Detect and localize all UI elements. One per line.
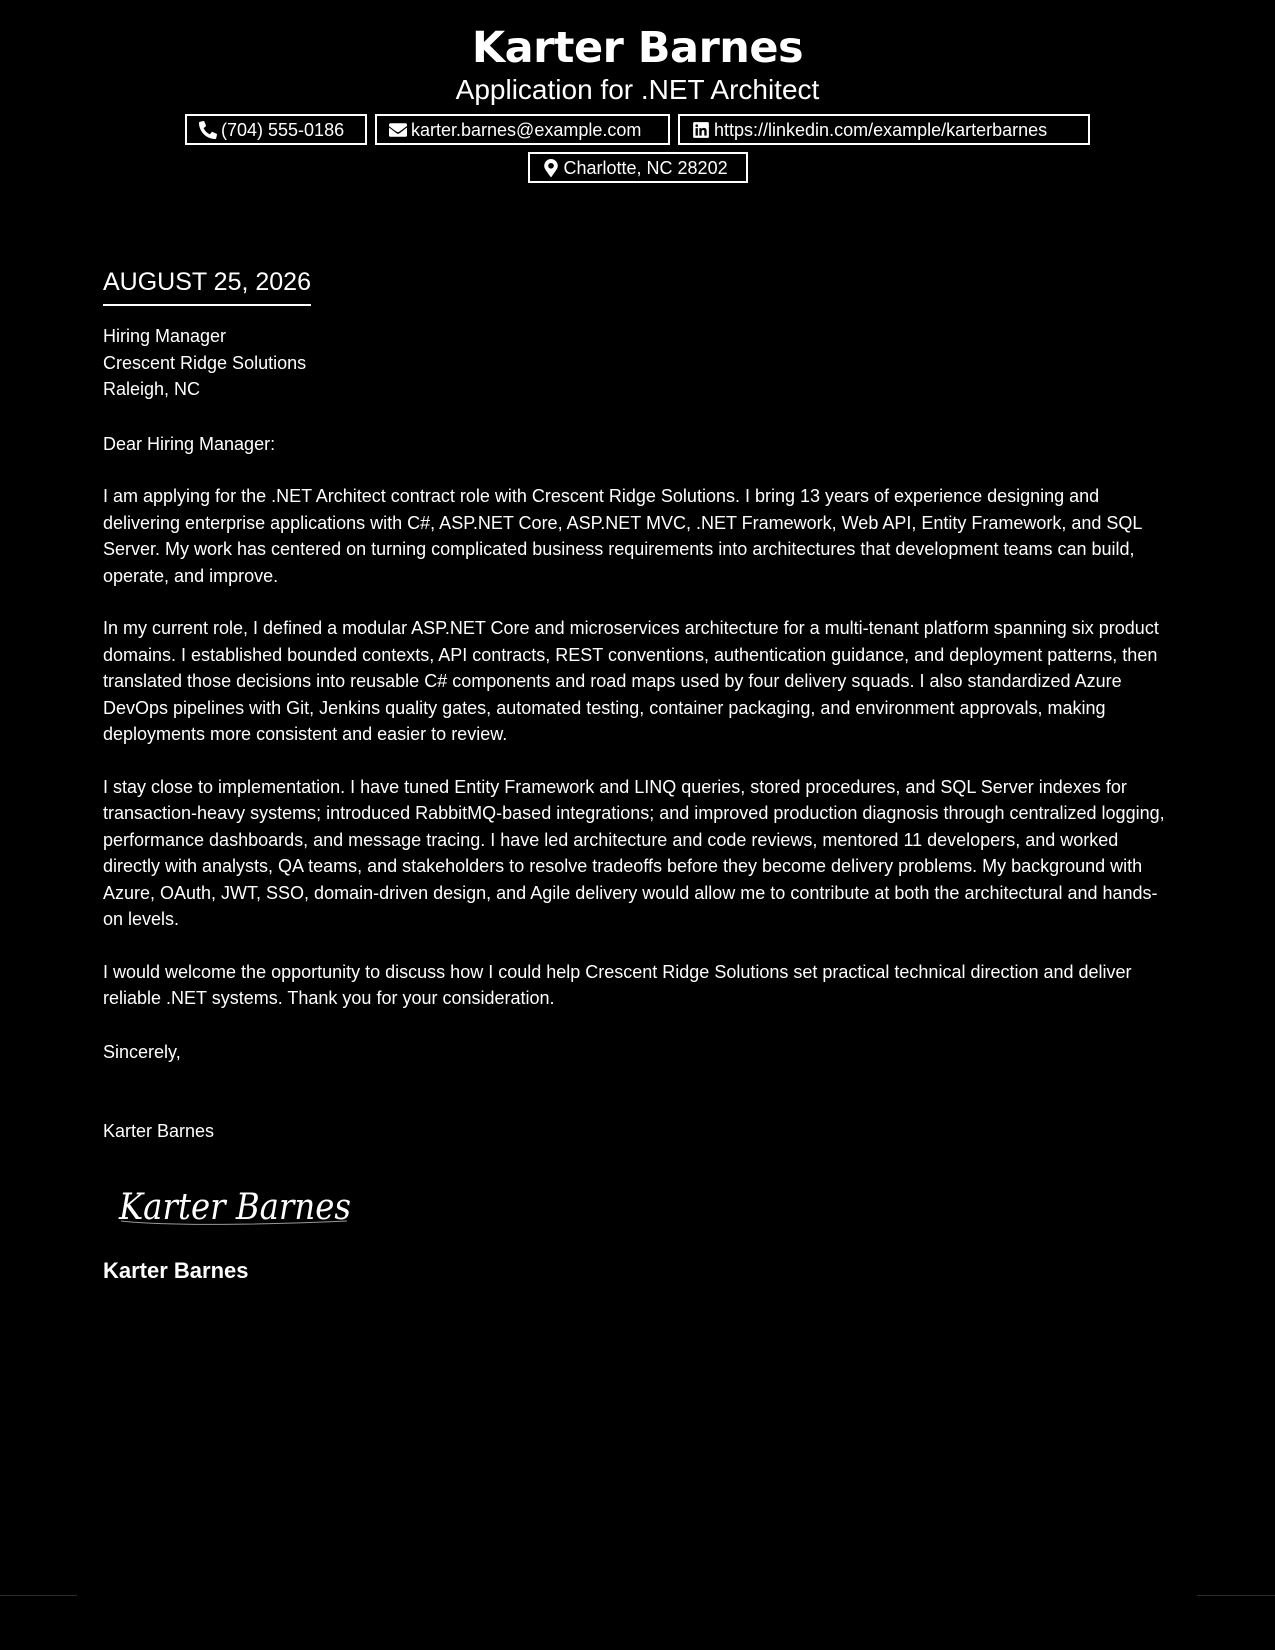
footer-rule-right xyxy=(1197,1595,1275,1596)
signature-name: Karter Barnes xyxy=(103,1257,249,1283)
location-chip xyxy=(528,152,748,183)
phone-chip xyxy=(185,114,367,145)
handwritten-signature xyxy=(117,1181,1173,1231)
linkedin-chip xyxy=(678,114,1090,145)
envelope-icon xyxy=(389,121,407,139)
closing: Sincerely, xyxy=(103,1041,181,1062)
body-paragraph: I would welcome the opportunity to discuss how I could help Crescent Ridge Solutions set practical technical direction and deliver reliable .NET systems. Thank you for your consideration. xyxy=(103,961,1132,1008)
contact-row xyxy=(0,114,1275,145)
signature-image xyxy=(117,1181,377,1231)
applicant-name: Karter Barnes xyxy=(471,23,804,73)
recipient-company: Crescent Ridge Solutions xyxy=(103,352,307,373)
signature-text: Karter Barnes xyxy=(118,1186,351,1228)
body-paragraph: In my current role, I defined a modular ASP.NET Core and microservices architecture for a multi-tenant platform spanning six product domains. I established bounded contexts, API contracts, REST conventions, authentication guidance, and deployment patterns, then translated those decisions into reusable C# components and road maps used by four delivery squads. I also standardized Azure DevOps pipelines with Git, Jenkins quality gates, automated testing, container packaging, and environment approvals, making deployments more consistent and easier to review. xyxy=(103,618,1159,744)
email-address: karter.barnes@example.com xyxy=(411,119,642,140)
salutation: Dear Hiring Manager: xyxy=(103,433,276,454)
recipient-block xyxy=(103,323,1173,403)
body-paragraph: I stay close to implementation. I have tuned Entity Framework and LINQ queries, stored procedures, and SQL Server indexes for transaction-heavy systems; introduced RabbitMQ-based integrations; and improved production diagnosis through centralized logging, performance dashboards, and message tracing. I have led architecture and code reviews, mentored 11 developers, and worked directly with analysts, QA teams, and stakeholders to resolve tradeoffs before they become delivery problems. My background with Azure, OAuth, JWT, SSO, domain-driven design, and Agile delivery would allow me to contribute at both the architectural and hands-on levels. xyxy=(103,776,1165,929)
recipient-location: Raleigh, NC xyxy=(103,379,201,399)
linkedin-icon xyxy=(692,121,710,139)
email-chip xyxy=(375,114,670,145)
letter-date: AUGUST 25, 2026 xyxy=(103,262,311,306)
letterhead xyxy=(0,22,1275,183)
application-title: Application for .NET Architect xyxy=(455,74,820,105)
phone-number: (704) 555-0186 xyxy=(221,119,345,140)
map-marker-icon xyxy=(542,159,560,177)
signer-name: Karter Barnes xyxy=(103,1121,215,1141)
letter-body xyxy=(103,262,1173,1285)
phone-icon xyxy=(199,121,217,139)
location-text: Charlotte, NC 28202 xyxy=(563,157,728,178)
contact-row xyxy=(0,152,1275,183)
body-paragraph: I am applying for the .NET Architect contract role with Crescent Ridge Solutions. I bring 13 years of experience designing and delivering enterprise applications with C#, ASP.NET Core, ASP.NET MVC, .NET Framework, Web API, Entity Framework, and SQL Server. My work has centered on turning complicated business requirements into architectures that development teams can build, operate, and improve. xyxy=(103,486,1142,586)
recipient-title: Hiring Manager xyxy=(103,326,227,346)
linkedin-url: https://linkedin.com/example/karterbarnes xyxy=(714,119,1048,140)
footer-rule-left xyxy=(0,1595,77,1596)
